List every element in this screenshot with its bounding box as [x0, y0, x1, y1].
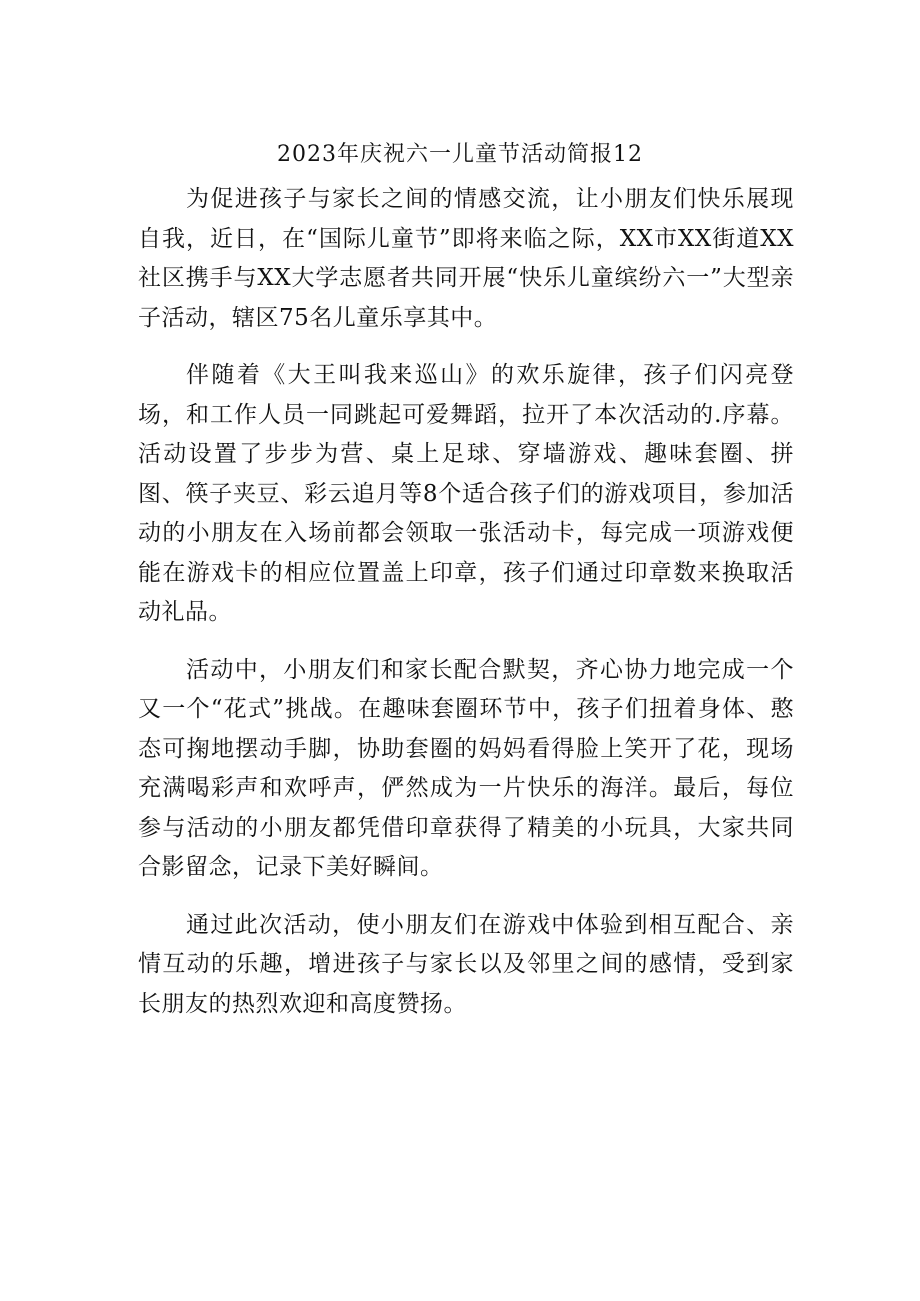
paragraph-conclusion: 通过此次活动，使小朋友们在游戏中体验到相互配合、亲情互动的乐趣，增进孩子与家长以及邻里之间的感情，受到家长朋友的热烈欢迎和高度赞扬。: [138, 911, 794, 1017]
paragraph-activities: 活动中，小朋友们和家长配合默契，齐心协力地完成一个又一个“花式”挑战。在趣味套圈环节中，孩子们扭着身体、憨态可掬地摆动手脚，协助套圈的妈妈看得脸上笑开了花，现场充满喝彩声和欢呼声，俨然成为一片快乐的海洋。最后，每位参与活动的小朋友都凭借印章获得了精美的小玩具，大家共同合影留念，记录下美好瞬间。: [138, 656, 794, 880]
paragraph-opening: 伴随着《大王叫我来巡山》的欢乐旋律，孩子们闪亮登场，和工作人员一同跳起可爱舞蹈，拉开了本次活动的.序幕。活动设置了步步为营、桌上足球、穿墙游戏、趣味套圈、拼图、筷子夹豆、彩云追月等8个适合孩子们的游戏项目，参加活动的小朋友在入场前都会领取一张活动卡，每完成一项游戏便能在游戏卡的相应位置盖上印章，孩子们通过印章数来换取活动礼品。: [138, 362, 794, 625]
document-body: [138, 180, 794, 1042]
paragraph-intro: 为促进孩子与家长之间的情感交流，让小朋友们快乐展现自我，近日，在“国际儿童节”即将来临之际，XX市XX街道XX社区携手与XX大学志愿者共同开展“快乐儿童缤纷六一”大型亲子活动，辖区75名儿童乐享其中。: [138, 186, 794, 331]
document-title: 2023年庆祝六一儿童节活动简报12: [277, 142, 643, 167]
